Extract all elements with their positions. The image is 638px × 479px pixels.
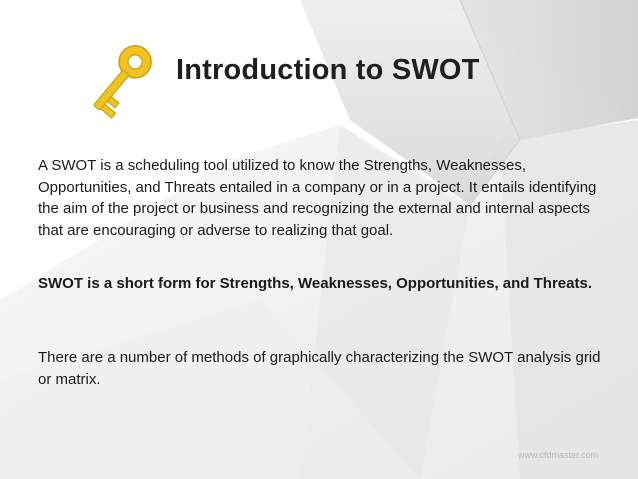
methods-paragraph: There are a number of methods of graphically characterizing the SWOT analysis grid or matrix.: [38, 349, 601, 388]
key-icon: [78, 36, 160, 126]
watermark-text: www.cfdmaster.com: [517, 450, 598, 460]
slide-title: Introduction to SWOT: [176, 54, 480, 86]
intro-paragraph: A SWOT is a scheduling tool utilized to know the Strengths, Weaknesses, Opportunities, and Threats entailed in a company or in a project. It entails identifying the aim of the project or business and recognizing the external and internal aspects that are encouraging or adverse to realizing that goal.: [38, 157, 597, 239]
definition-paragraph: SWOT is a short form for Strengths, Weaknesses, Opportunities, and Threats.: [38, 275, 592, 292]
